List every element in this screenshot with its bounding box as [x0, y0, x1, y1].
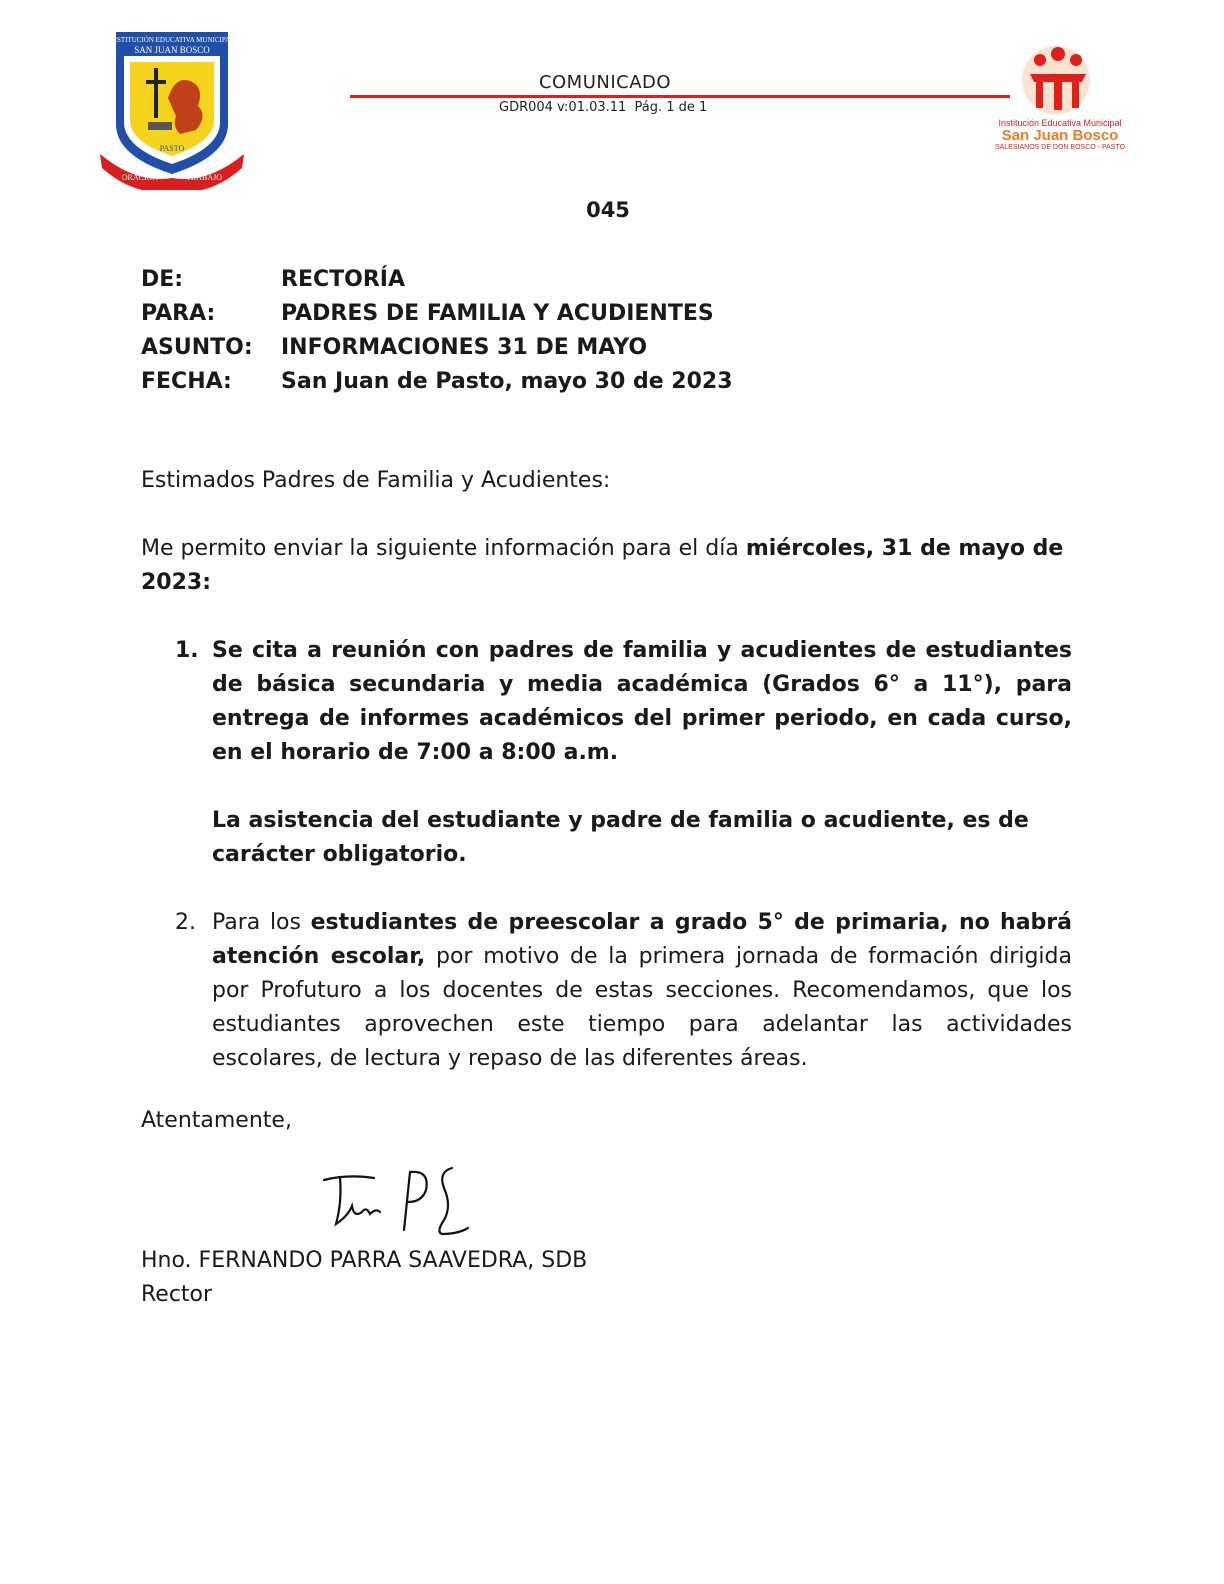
memo-label: DE: [141, 266, 184, 292]
document-version: GDR004 v:01.03.11 [499, 100, 627, 115]
intro-paragraph [141, 532, 1072, 600]
memo-row-to [141, 296, 733, 330]
logo-school-name: San Juan Bosco [1001, 127, 1119, 144]
communication-number: 045 [586, 198, 630, 222]
attendance-note: La asistencia del estudiante y padre de familia o acudiente, es de carácter obligatorio. [212, 808, 1029, 867]
list-item-number: 1. [175, 638, 199, 663]
logo-subtitle: SALESIANOS DE DON BOSCO - PASTO [994, 144, 1126, 151]
crest-motto-right: TRABAJO [185, 173, 223, 182]
memo-label: PARA: [141, 300, 216, 326]
school-crest-logo [96, 28, 248, 190]
list-item-bold: estudiantes de preescolar a grado 5° de primaria, no habrá atención escolar, [212, 910, 1072, 969]
information-list [141, 634, 1072, 1076]
intro-date: miércoles, 31 de mayo de 2023: [141, 536, 1064, 595]
list-item-text-b: por motivo de la primera jornada de formación dirigida por Profuturo a los docentes de estas secciones. Recomendamos, que los estudiantes aprovechen este tiempo para adelantar las actividades escolares, de lectura y repaso de las diferentes áreas. [212, 944, 1072, 1071]
salesian-logo [990, 44, 1130, 169]
memo-value: INFORMACIONES 31 DE MAYO [281, 334, 648, 360]
page-indicator: Pág. 1 de 1 [634, 100, 708, 115]
document-header [350, 72, 1010, 115]
memo-row-subject [141, 330, 733, 364]
memo-value: RECTORÍA [281, 266, 405, 292]
list-item-text: Se cita a reunión con padres de familia y acudientes de estudiantes de básica secundaria y media académica (Grados 6° a 11°), para entrega de informes académicos del primer periodo, en cada curso, en el horario de 7:00 a 8:00 a.m. [212, 638, 1072, 765]
list-item-text [212, 906, 1072, 1076]
list-item [141, 634, 1072, 770]
closing: Atentamente, [141, 1108, 292, 1133]
memo-row-date [141, 364, 733, 398]
crest-city-text: PASTO [159, 144, 185, 153]
intro-text: Me permito enviar la siguiente información para el día [141, 536, 746, 561]
list-item [141, 906, 1072, 1076]
crest-motto-left: ORACIÓN [121, 173, 159, 182]
document-code [495, 100, 1010, 115]
logo-institution-text: Institución Educativa Municipal [998, 118, 1122, 128]
memo-value: San Juan de Pasto, mayo 30 de 2023 [281, 368, 733, 394]
crest-top-text: INSTITUCIÓN EDUCATIVA MUNICIPAL [109, 36, 235, 44]
document-title: COMUNICADO [538, 72, 672, 93]
memo-label: ASUNTO: [141, 334, 253, 360]
signer-role: Rector [141, 1282, 213, 1307]
greeting: Estimados Padres de Familia y Acudientes: [141, 468, 611, 493]
header-divider [350, 95, 1010, 98]
handwritten-signature [318, 1162, 478, 1242]
memo-value: PADRES DE FAMILIA Y ACUDIENTES [281, 300, 714, 326]
signer-block [141, 1244, 587, 1312]
list-item-number: 2. [175, 910, 196, 935]
memo-fields [141, 262, 733, 398]
memo-label: FECHA: [141, 368, 232, 394]
crest-name-text: SAN JUAN BOSCO [134, 45, 210, 55]
memo-row-from [141, 262, 733, 296]
signer-name: Hno. FERNANDO PARRA SAAVEDRA, SDB [141, 1248, 588, 1273]
list-item-text-a: Para los [212, 910, 311, 935]
